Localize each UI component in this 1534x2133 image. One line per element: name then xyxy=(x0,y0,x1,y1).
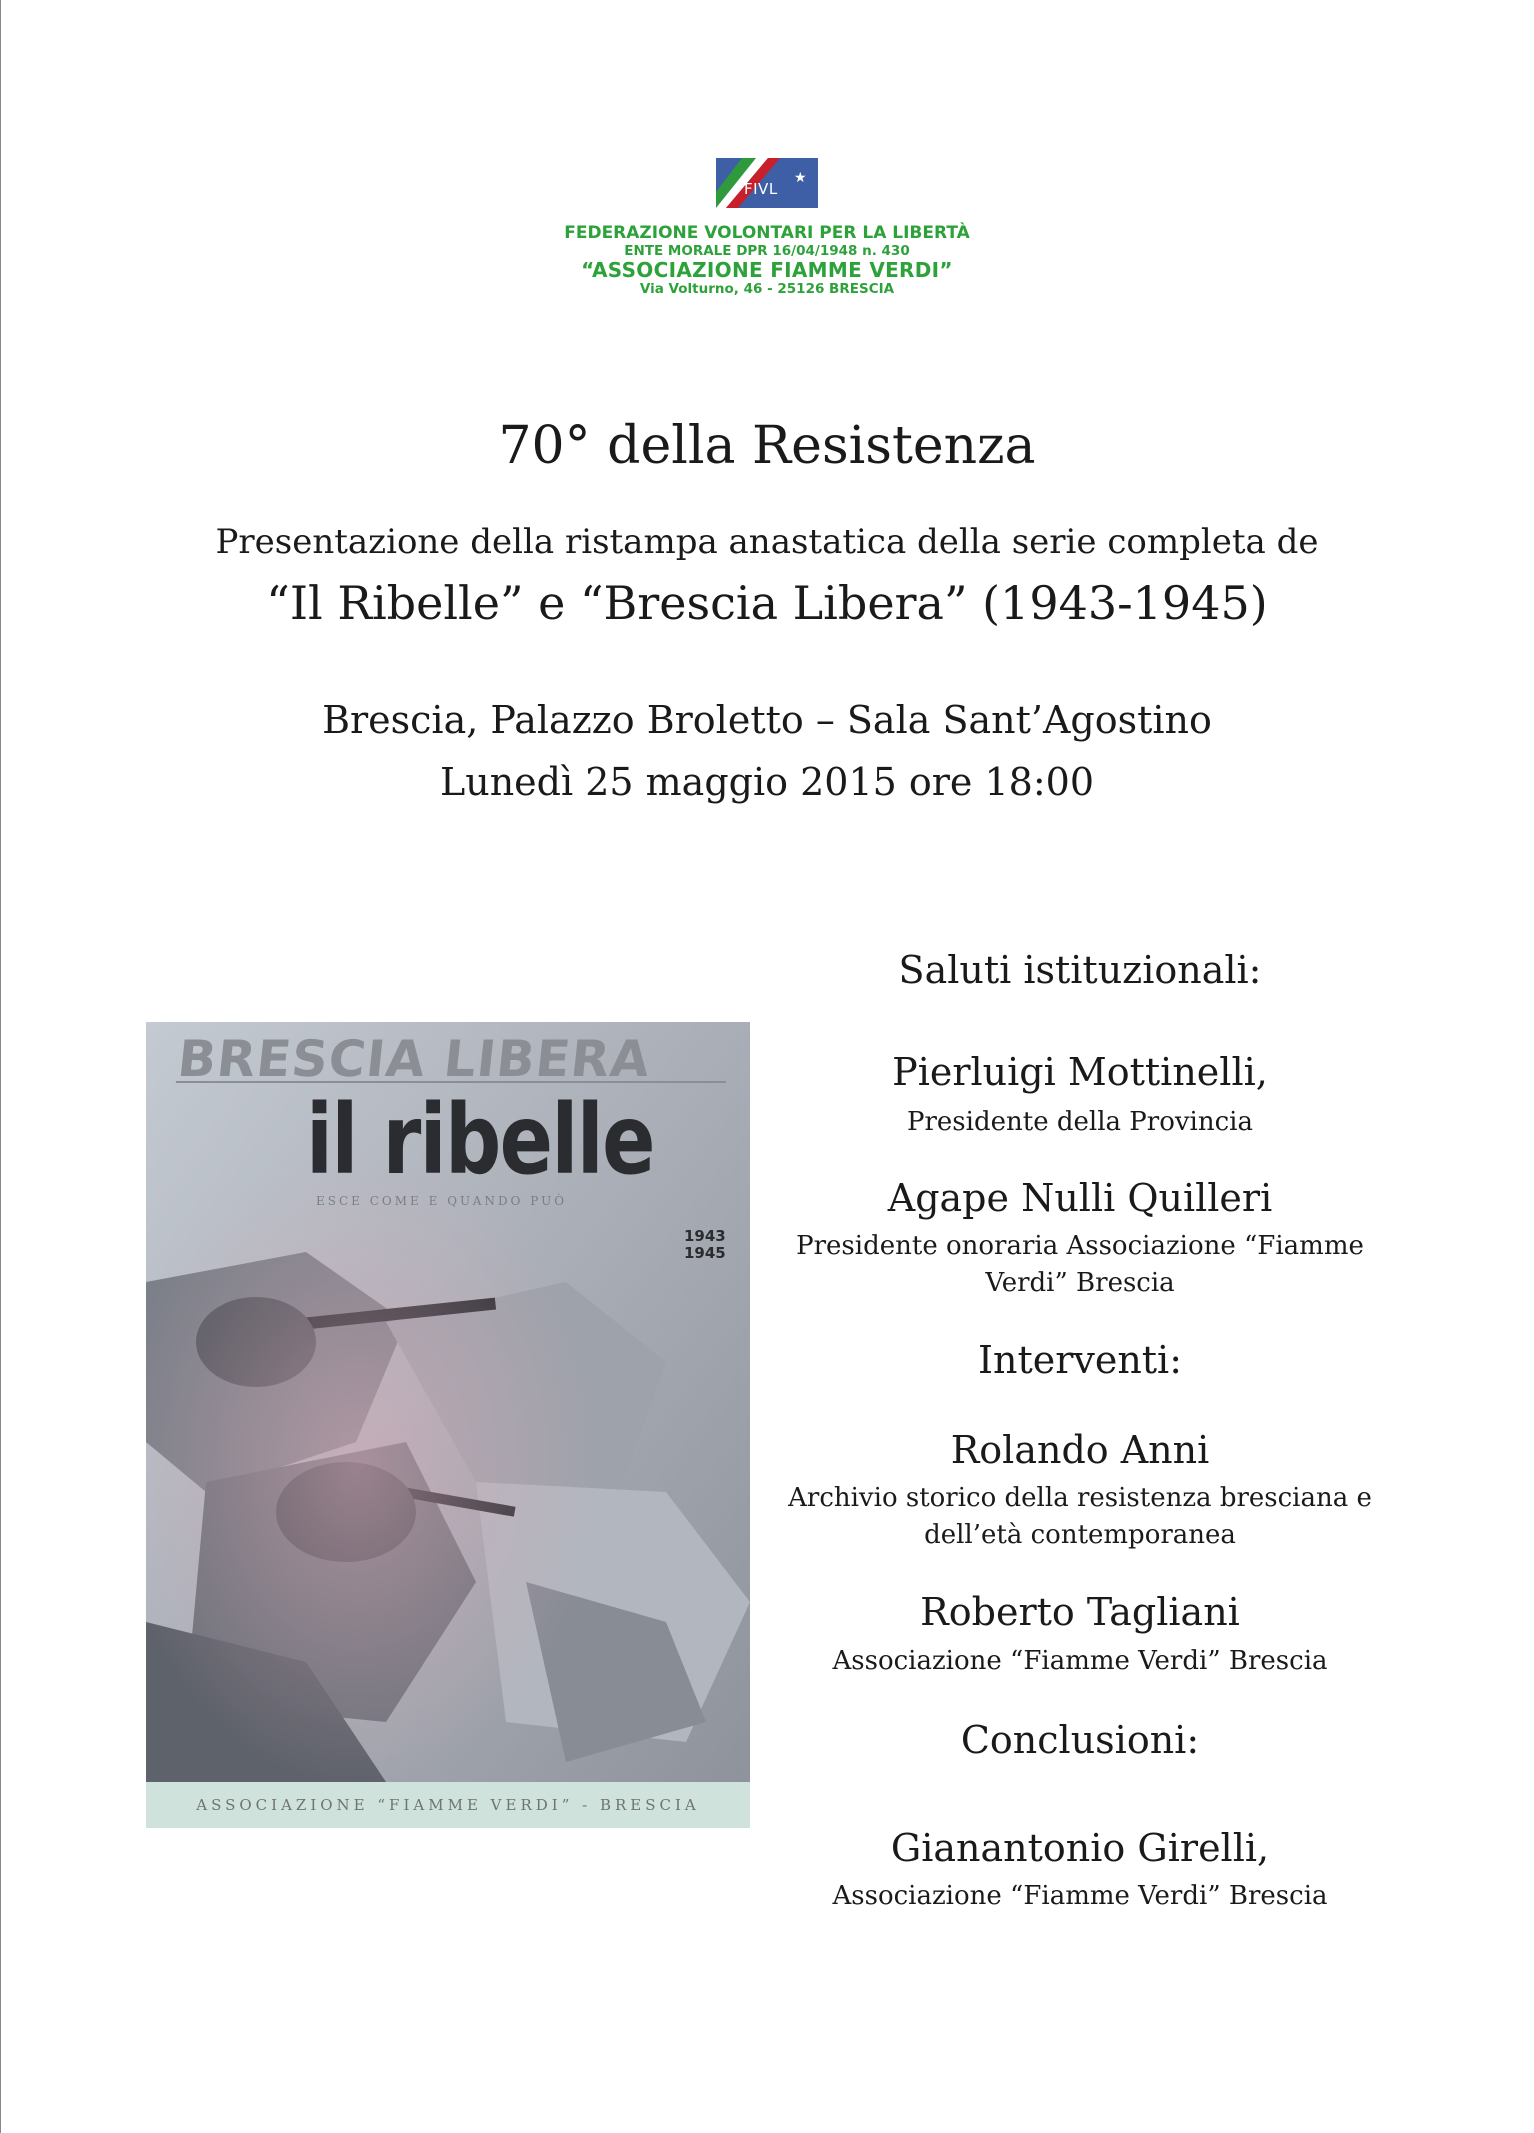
speaker-name: Gianantonio Girelli, xyxy=(890,1826,1270,1870)
speaker-role-line: Presidente onoraria Associazione “Fiamme xyxy=(796,1231,1364,1261)
speaker-name: Rolando Anni xyxy=(950,1428,1210,1472)
book-cover-image xyxy=(146,1022,750,1828)
star-icon: ★ xyxy=(794,170,807,186)
event-title: 70° della Resistenza xyxy=(498,416,1036,476)
speaker-name: Agape Nulli Quilleri xyxy=(887,1176,1273,1220)
event-venue: Brescia, Palazzo Broletto – Sala Sant’Agostino xyxy=(322,698,1212,742)
org-decree: ENTE MORALE DPR 16/04/1948 n. 430 xyxy=(624,242,910,259)
org-association: “ASSOCIAZIONE FIAMME VERDI” xyxy=(581,258,953,283)
fivl-logo xyxy=(0,158,1534,298)
cover-year-end: 1945 xyxy=(684,1243,726,1262)
org-name: FEDERAZIONE VOLONTARI PER LA LIBERTÀ xyxy=(564,223,970,243)
page-border xyxy=(0,0,1,2133)
conclusions-heading: Conclusioni: xyxy=(960,1718,1200,1762)
speaker-role xyxy=(780,1480,1380,1554)
cover-years xyxy=(684,1228,726,1261)
speaker-name: Pierluigi Mottinelli, xyxy=(892,1050,1268,1094)
fivl-mark-label: FIVL xyxy=(744,180,778,198)
event-papers: “Il Ribelle” e “Brescia Libera” (1943-1945) xyxy=(266,576,1268,630)
speaker-role-line: Archivio storico della resistenza bresciana e xyxy=(788,1483,1372,1513)
speaker-role-line: dell’età contemporanea xyxy=(924,1519,1236,1550)
speaker-role-line: Verdi” Brescia xyxy=(985,1267,1175,1298)
fivl-flag-icon xyxy=(716,158,818,208)
talks-heading: Interventi: xyxy=(977,1338,1183,1382)
cover-masthead: BRESCIA LIBERA xyxy=(174,1030,654,1088)
cover-subtitle: ESCE COME E QUANDO PUÒ xyxy=(316,1194,568,1208)
cover-year-start: 1943 xyxy=(684,1227,726,1245)
speaker-role: Associazione “Fiamme Verdi” Brescia xyxy=(832,1881,1328,1911)
org-address: Via Volturno, 46 - 25126 BRESCIA xyxy=(639,281,895,298)
cover-footer: ASSOCIAZIONE “FIAMME VERDI” - BRESCIA xyxy=(146,1782,750,1828)
speaker-role: Presidente della Provincia xyxy=(907,1107,1253,1137)
speaker-role xyxy=(780,1228,1380,1302)
speaker-name: Roberto Tagliani xyxy=(920,1590,1240,1634)
event-subtitle: Presentazione della ristampa anastatica della serie completa de xyxy=(215,522,1319,562)
event-date: Lunedì 25 maggio 2015 ore 18:00 xyxy=(439,760,1094,804)
speaker-role: Associazione “Fiamme Verdi” Brescia xyxy=(832,1646,1328,1676)
cover-title: il ribelle xyxy=(306,1084,654,1196)
greetings-heading: Saluti istituzionali: xyxy=(898,948,1262,992)
